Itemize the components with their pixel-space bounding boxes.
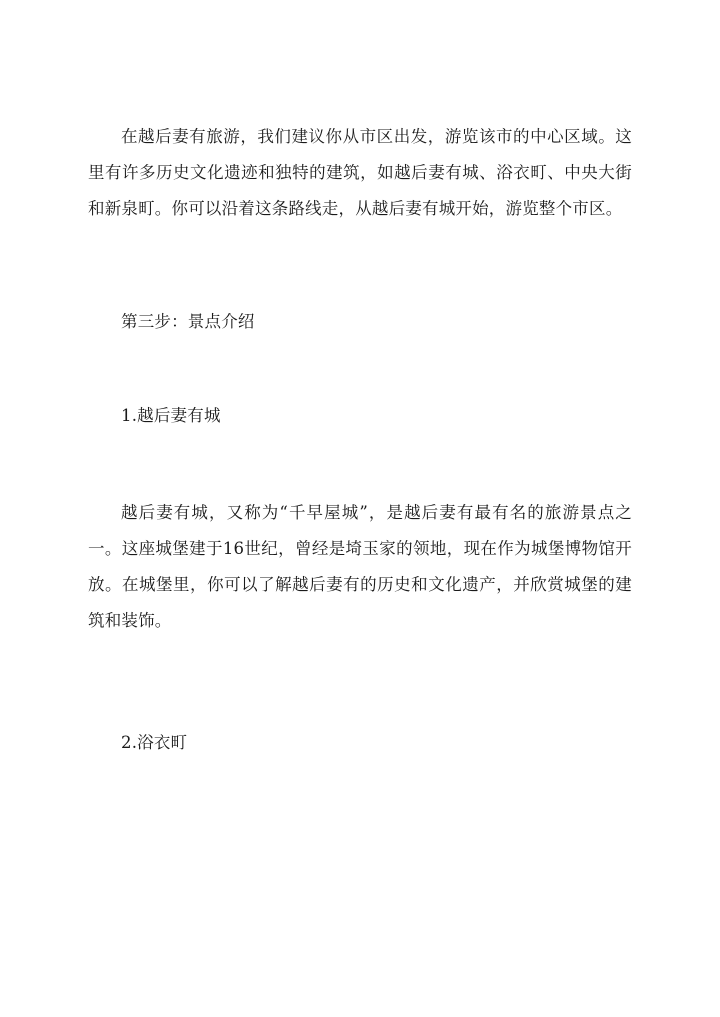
intro-paragraph: 在越后妻有旅游，我们建议你从市区出发，游览该市的中心区域。这里有许多历史文化遗迹和独特的建筑，如越后妻有城、浴衣町、中央大街和新泉町。你可以沿着这条路线走，从越后妻有城开始，游览整个市区。 xyxy=(88,127,632,218)
attraction1-paragraph: 越后妻有城，又称为“千早屋城”，是越后妻有最有名的旅游景点之一。这座城堡建于16世纪，曾经是埼玉家的领地，现在作为城堡博物馆开放。在城堡里，你可以了解越后妻有的历史和文化遗产，并欣赏城堡的建筑和装饰。 xyxy=(88,503,632,630)
attraction1-heading: 1.越后妻有城 xyxy=(121,406,221,425)
step3-heading: 第三步：景点介绍 xyxy=(121,312,255,331)
attraction2-heading: 2.浴衣町 xyxy=(121,733,188,752)
